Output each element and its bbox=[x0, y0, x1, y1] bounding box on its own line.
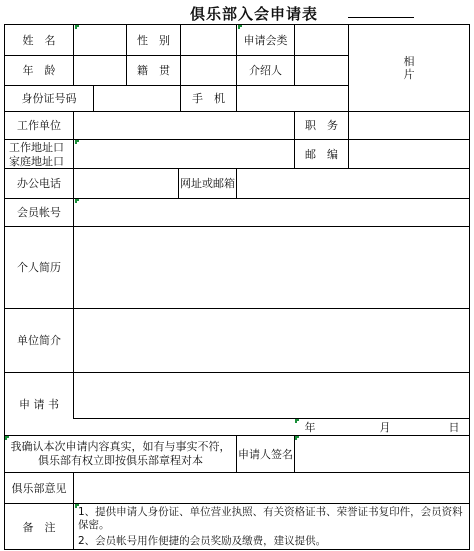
label-age: 年 龄 bbox=[22, 64, 56, 77]
input-postcode[interactable] bbox=[349, 140, 469, 168]
label-resume: 个人简历 bbox=[17, 261, 61, 274]
input-resume[interactable] bbox=[74, 227, 469, 308]
input-age[interactable] bbox=[74, 56, 126, 85]
photo-box[interactable]: 相 片 bbox=[403, 55, 415, 81]
label-office-phone: 办公电话 bbox=[17, 177, 61, 190]
date-day-label: 日 bbox=[448, 420, 460, 434]
label-remarks: 备 注 bbox=[22, 520, 56, 534]
input-gender[interactable] bbox=[181, 25, 236, 55]
label-application: 申 请 书 bbox=[19, 397, 59, 411]
input-signature[interactable] bbox=[295, 436, 469, 472]
label-unit-intro: 单位简介 bbox=[17, 334, 61, 347]
input-application[interactable] bbox=[74, 373, 469, 418]
date-month-label: 月 bbox=[379, 420, 391, 434]
input-mobile[interactable] bbox=[237, 86, 348, 111]
date-year-label: 年 bbox=[304, 420, 316, 434]
label-referrer: 介绍人 bbox=[249, 64, 282, 77]
label-position: 职 务 bbox=[305, 119, 338, 132]
input-office-phone[interactable] bbox=[74, 169, 178, 198]
input-referrer[interactable] bbox=[295, 56, 348, 85]
input-id-number[interactable] bbox=[94, 86, 180, 111]
label-web-email: 网址或邮箱 bbox=[180, 177, 235, 190]
label-signature: 申请人签名 bbox=[238, 447, 293, 461]
remark-item-2: 2、会员帐号用作便捷的会员奖励及缴费，建议提供。 bbox=[78, 534, 327, 547]
input-name[interactable] bbox=[74, 25, 126, 55]
remark-item-1: 1、提供申请人身份证、单位营业执照、有关资格证书、荣誉证书复印件，会员资料保密。 bbox=[78, 506, 463, 531]
input-address[interactable] bbox=[74, 140, 294, 168]
input-web-email[interactable] bbox=[237, 169, 469, 198]
input-unit-intro[interactable] bbox=[74, 309, 469, 372]
label-postcode: 邮 编 bbox=[305, 147, 338, 161]
input-native-place[interactable] bbox=[181, 56, 236, 85]
label-name: 姓 名 bbox=[22, 33, 56, 47]
input-work-unit[interactable] bbox=[74, 112, 294, 139]
form-title: 俱乐部入会申请表 bbox=[190, 5, 319, 23]
input-member-account[interactable] bbox=[74, 199, 469, 226]
label-id-number: 身份证号码 bbox=[21, 92, 77, 105]
confirmation-statement: 我确认本次申请内容真实，如有与事实不符，俱乐部有权立即按俱乐部章程对本 bbox=[10, 440, 231, 467]
label-club-opinion: 俱乐部意见 bbox=[11, 481, 67, 495]
label-work-unit: 工作单位 bbox=[17, 119, 61, 132]
label-work-address: 工作地址口 bbox=[9, 140, 64, 154]
label-native-place: 籍 贯 bbox=[137, 64, 170, 77]
cell-marker bbox=[295, 419, 299, 423]
label-mobile: 手 机 bbox=[192, 92, 225, 105]
label-gender: 性 别 bbox=[137, 33, 170, 47]
label-home-address: 家庭地址口 bbox=[9, 154, 64, 168]
label-apply-type: 申请会类 bbox=[243, 33, 288, 47]
input-apply-type[interactable] bbox=[295, 25, 348, 55]
label-member-account: 会员帐号 bbox=[17, 206, 61, 219]
input-club-opinion[interactable] bbox=[74, 473, 469, 503]
input-position[interactable] bbox=[349, 112, 469, 139]
